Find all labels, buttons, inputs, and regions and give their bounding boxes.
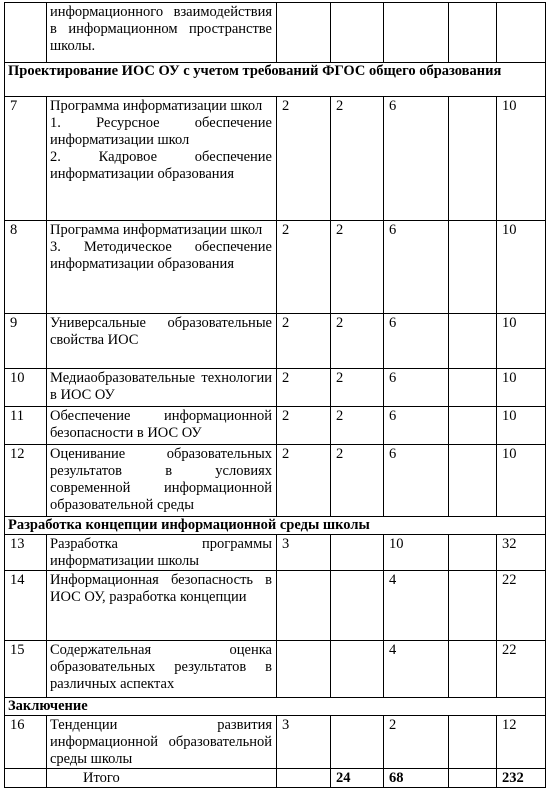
value-cell-c4 (449, 407, 497, 445)
value-cell-c3: 6 (384, 97, 449, 221)
section-heading: Проектирование ИОС ОУ с учетом требований ФГОС общего образования (5, 63, 546, 97)
value-cell-c5: 12 (497, 716, 546, 769)
value-cell-c5: 10 (497, 314, 546, 369)
total-c4 (449, 769, 497, 788)
topic-line: Информационная безопасность в ИОС ОУ, разработка концепции (50, 572, 272, 605)
value-cell-c5: 10 (497, 221, 546, 314)
value-cell-c4 (449, 97, 497, 221)
row-number (5, 3, 47, 63)
topic-cell (47, 716, 277, 769)
curriculum-table (4, 2, 546, 788)
table-row (5, 641, 546, 698)
topic-line: Оценивание образовательных результатов в условиях современной информационной образовательной среды (50, 446, 272, 513)
value-cell-c2: 2 (331, 407, 384, 445)
total-label: Итого (47, 769, 277, 788)
topic-line: Медиаобразовательные технологии в ИОС ОУ (50, 370, 272, 403)
row-number: 8 (5, 221, 47, 314)
value-cell-c2: 2 (331, 97, 384, 221)
value-cell-c1: 3 (277, 535, 331, 571)
row-number: 14 (5, 571, 47, 641)
topic-line: 2. Кадровое обеспечение информатизации образования (50, 149, 272, 182)
row-number: 10 (5, 369, 47, 407)
value-cell-c3: 6 (384, 314, 449, 369)
topic-line: Тенденции развития информационной образовательной среды школы (50, 717, 272, 767)
table-row (5, 3, 546, 63)
total-c2: 24 (331, 769, 384, 788)
topic-line: Содержательная оценка образовательных результатов в различных аспектах (50, 642, 272, 692)
row-number: 12 (5, 445, 47, 517)
value-cell-c3: 2 (384, 716, 449, 769)
value-cell-c2 (331, 571, 384, 641)
value-cell-c5: 10 (497, 407, 546, 445)
row-number: 9 (5, 314, 47, 369)
table-row (5, 716, 546, 769)
total-c5: 232 (497, 769, 546, 788)
value-cell-c5: 10 (497, 97, 546, 221)
value-cell-c2: 2 (331, 445, 384, 517)
value-cell-c4 (449, 369, 497, 407)
topic-cell (47, 221, 277, 314)
value-cell-c1: 3 (277, 716, 331, 769)
value-cell-c4 (449, 571, 497, 641)
value-cell-c3: 6 (384, 445, 449, 517)
value-cell-c2: 2 (331, 314, 384, 369)
total-row (5, 769, 546, 788)
value-cell-c1: 2 (277, 445, 331, 517)
topic-line: Программа информатизации школ (50, 222, 263, 238)
table-row (5, 407, 546, 445)
topic-cell (47, 445, 277, 517)
value-cell-c4 (449, 445, 497, 517)
topic-line: Обеспечение информационной безопасности в ИОС ОУ (50, 408, 272, 441)
topic-cell (47, 571, 277, 641)
topic-line: Универсальные образовательные свойства ИОС (50, 315, 272, 348)
value-cell-c3: 6 (384, 221, 449, 314)
section-heading: Разработка концепции информационной среды школы (5, 517, 546, 535)
value-cell-c2: 2 (331, 369, 384, 407)
table-row (5, 369, 546, 407)
topic-cell (47, 535, 277, 571)
value-cell-c1: 2 (277, 369, 331, 407)
value-cell-c1 (277, 571, 331, 641)
value-cell-c1: 2 (277, 314, 331, 369)
total-c3: 68 (384, 769, 449, 788)
value-cell-c1: 2 (277, 407, 331, 445)
value-cell-c5: 22 (497, 641, 546, 698)
topic-cell (47, 314, 277, 369)
topic-cell (47, 97, 277, 221)
topic-line: 1. Ресурсное обеспечение информатизации школ (50, 115, 272, 148)
value-cell-c2: 2 (331, 221, 384, 314)
section-row (5, 63, 546, 97)
topic-cell (47, 407, 277, 445)
value-cell-c4 (449, 221, 497, 314)
value-cell-c1 (277, 641, 331, 698)
table-row (5, 97, 546, 221)
value-cell-c3: 6 (384, 407, 449, 445)
row-number: 7 (5, 97, 47, 221)
table-row (5, 314, 546, 369)
table-row (5, 221, 546, 314)
topic-cell: информационного взаимодействия в информационном пространстве школы. (47, 3, 277, 63)
value-cell-c1: 2 (277, 97, 331, 221)
section-row (5, 517, 546, 535)
value-cell-c1: 2 (277, 221, 331, 314)
value-cell-c3: 4 (384, 571, 449, 641)
topic-cell (47, 641, 277, 698)
value-cell-c4 (449, 314, 497, 369)
value-cell-c5: 32 (497, 535, 546, 571)
value-cell-c5: 10 (497, 445, 546, 517)
topic-line: Разработка программы информатизации школы (50, 536, 272, 569)
value-cell-c5: 22 (497, 571, 546, 641)
value-cell-c2 (331, 716, 384, 769)
row-number: 13 (5, 535, 47, 571)
value-cell-c4 (449, 641, 497, 698)
value-cell-c4 (449, 535, 497, 571)
section-row (5, 698, 546, 716)
value-cell-c3: 10 (384, 535, 449, 571)
row-number: 15 (5, 641, 47, 698)
value-cell-c3: 6 (384, 369, 449, 407)
row-number: 16 (5, 716, 47, 769)
value-cell-c5: 10 (497, 369, 546, 407)
value-cell-c3: 4 (384, 641, 449, 698)
value-cell-c4 (449, 716, 497, 769)
topic-line: 3. Методическое обеспечение информатизации образования (50, 239, 272, 272)
value-cell-c2 (331, 535, 384, 571)
section-heading: Заключение (5, 698, 546, 716)
table-row (5, 535, 546, 571)
topic-cell (47, 369, 277, 407)
total-c1 (277, 769, 331, 788)
value-cell-c2 (331, 641, 384, 698)
topic-line: Программа информатизации школ (50, 98, 263, 114)
table-row (5, 445, 546, 517)
row-number: 11 (5, 407, 47, 445)
table-row (5, 571, 546, 641)
